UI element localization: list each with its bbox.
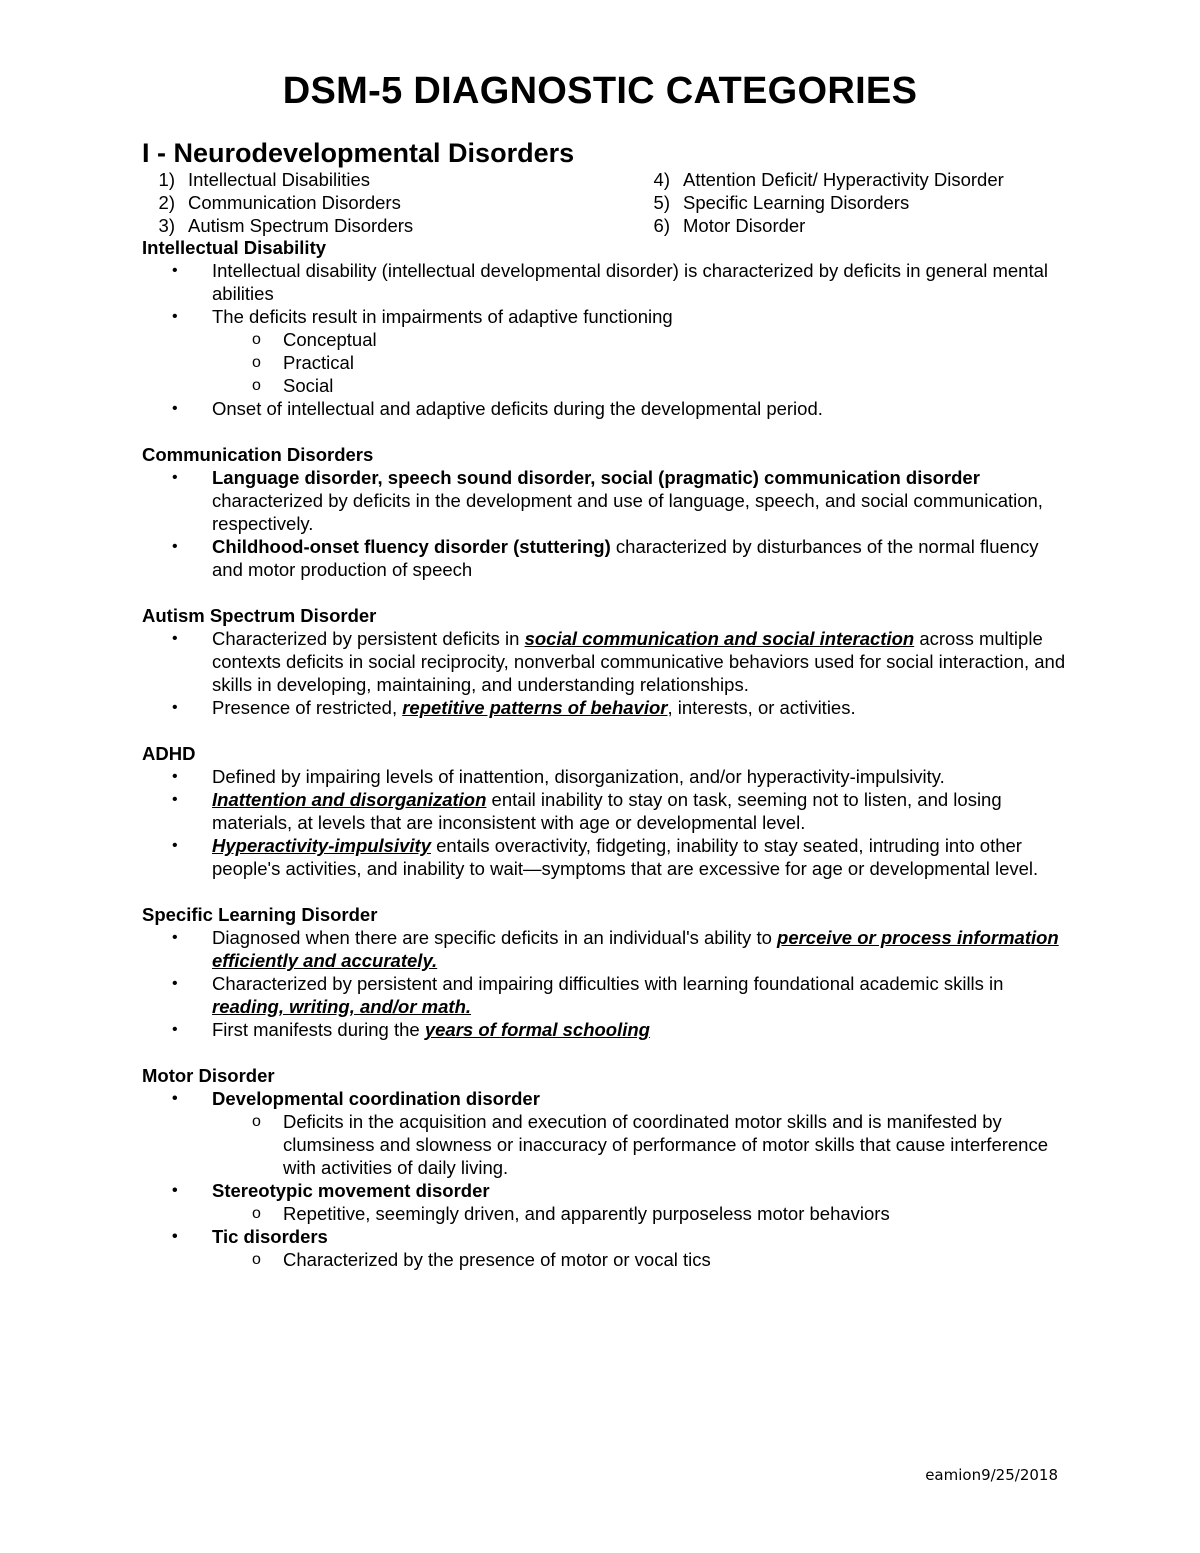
bullet-icon: • [172,975,178,992]
sub-list-item: o Social [252,375,334,396]
list-item: • Characterized by persistent deficits in social communication and social interaction across multiple contexts deficits in social reciprocity, nonverbal communicative behaviors used for social interaction, and skills in developing, maintaining, and understanding relationships. [172,628,1066,695]
bullet-icon: • [172,1021,178,1038]
category-item [600,191,1004,214]
category-number: 1) [158,169,175,190]
list-item: • Defined by impairing levels of inattention, disorganization, and/or hyperactivity-impulsivity. [172,766,945,787]
sub-list-item: o Conceptual [252,329,377,350]
category-number: 6) [653,215,670,236]
circle-bullet-icon: o [252,1251,261,1268]
footer-text: eamion9/25/2018 [925,1466,1058,1484]
motor-heading: Motor Disorder [142,1065,275,1086]
list-item: • Intellectual disability (intellectual developmental disorder) is characterized by deficits in general mental abilities [172,260,1049,304]
category-number: 2) [158,192,175,213]
sub-list-item: o Characterized by the presence of motor or vocal tics [252,1249,711,1270]
list-item: • Diagnosed when there are specific deficits in an individual's ability to perceive or process information efficiently and accurately. [172,927,1059,971]
bullet-icon: • [172,538,178,555]
bullet-icon: • [172,837,178,854]
bullet-icon: • [172,1090,178,1107]
bullet-icon: • [172,630,178,647]
category-item [600,214,1004,237]
section-heading: I - Neurodevelopmental Disorders [142,138,575,168]
list-item: • Tic disorders [172,1226,328,1247]
category-label: Attention Deficit/ Hyperactivity Disorder [683,169,1004,190]
circle-bullet-icon: o [252,1113,261,1130]
list-item: • Stereotypic movement disorder [172,1180,490,1201]
category-item [105,168,413,191]
category-number: 4) [653,169,670,190]
category-list-right [600,168,1004,237]
document-body [142,236,1072,1271]
list-item: • Presence of restricted, repetitive patterns of behavior, interests, or activities. [172,697,856,718]
category-item [105,191,413,214]
circle-bullet-icon: o [252,1205,261,1222]
sub-list-item: o Practical [252,352,354,373]
sub-list-item: o Deficits in the acquisition and execution of coordinated motor skills and is manifested by clumsiness and slowness or inaccuracy of performance of motor skills that cause interference with activities of daily living. [252,1111,1049,1178]
list-item: • Characterized by persistent and impairing difficulties with learning foundational academic skills in reading, writing, and/or math. [172,973,1004,1017]
category-item [600,168,1004,191]
category-label: Autism Spectrum Disorders [188,215,414,236]
list-item: • The deficits result in impairments of adaptive functioning [172,306,673,327]
sub-list-item: o Repetitive, seemingly driven, and apparently purposeless motor behaviors [252,1203,890,1224]
intellectual-heading: Intellectual Disability [142,237,327,258]
page-title: DSM-5 DIAGNOSTIC CATEGORIES [282,70,918,112]
list-item: • Hyperactivity-impulsivity entails overactivity, fidgeting, inability to stay seated, intruding into other people's activities, and inability to wait—symptoms that are excessive for age or developmental level. [172,835,1039,879]
category-list-left [105,168,413,237]
circle-bullet-icon: o [252,331,261,348]
list-item: • First manifests during the years of formal schooling [172,1019,650,1040]
list-item: • Developmental coordination disorder [172,1088,540,1109]
bullet-icon: • [172,699,178,716]
communication-heading: Communication Disorders [142,444,374,465]
category-label: Communication Disorders [188,192,401,213]
category-number: 3) [158,215,175,236]
autism-heading: Autism Spectrum Disorder [142,605,377,626]
circle-bullet-icon: o [252,377,261,394]
adhd-heading: ADHD [142,743,196,764]
bullet-icon: • [172,469,178,486]
bullet-icon: • [172,308,178,325]
category-label: Specific Learning Disorders [683,192,910,213]
circle-bullet-icon: o [252,354,261,371]
category-number: 5) [653,192,670,213]
list-item: • Inattention and disorganization entail inability to stay on task, seeming not to listen, and losing materials, at levels that are inconsistent with age or developmental level. [172,789,1002,833]
list-item: • Language disorder, speech sound disorder, social (pragmatic) communication disorder characterized by deficits in the development and use of language, speech, and social communication, respectively. [172,467,1043,534]
bullet-icon: • [172,262,178,279]
category-label: Intellectual Disabilities [188,169,371,190]
list-item: • Onset of intellectual and adaptive deficits during the developmental period. [172,398,823,419]
learning-heading: Specific Learning Disorder [142,904,378,925]
category-item [105,214,413,237]
bullet-icon: • [172,929,178,946]
category-label: Motor Disorder [683,215,806,236]
bullet-icon: • [172,791,178,808]
list-item: • Childhood-onset fluency disorder (stuttering) characterized by disturbances of the normal fluency and motor production of speech [172,536,1039,580]
bullet-icon: • [172,1182,178,1199]
bullet-icon: • [172,400,178,417]
bullet-icon: • [172,768,178,785]
bullet-icon: • [172,1228,178,1245]
